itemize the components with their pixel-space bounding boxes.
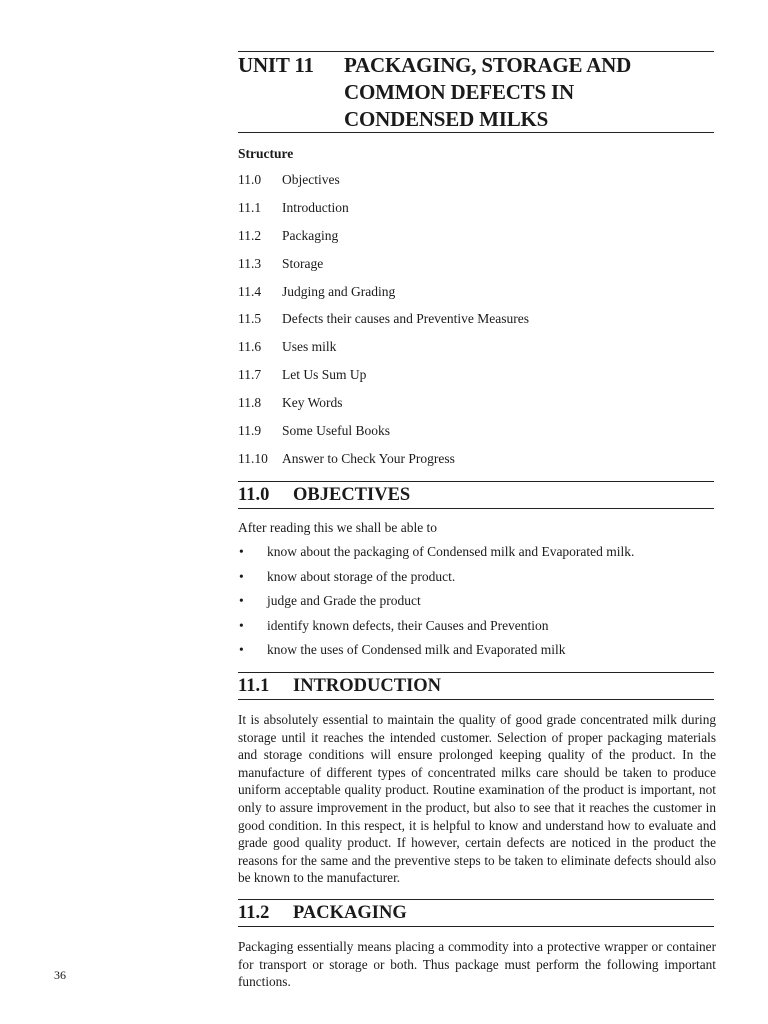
toc-text: Some Useful Books xyxy=(282,423,390,439)
unit-title-line: PACKAGING, STORAGE AND xyxy=(344,53,632,77)
toc-item xyxy=(238,228,714,256)
unit-title-lines xyxy=(344,52,714,133)
list-item xyxy=(238,593,714,618)
section-title: OBJECTIVES xyxy=(293,485,411,505)
section-number: 11.0 xyxy=(238,485,270,505)
section-bottom-rule xyxy=(238,508,714,509)
toc-number: 11.2 xyxy=(238,227,262,243)
toc-item xyxy=(238,311,714,339)
list-item-text: identify known defects, their Causes and Prevention xyxy=(267,617,549,633)
toc-text: Introduction xyxy=(282,199,349,215)
list-item xyxy=(238,569,714,594)
toc-text: Let Us Sum Up xyxy=(282,367,367,383)
bullet-icon: • xyxy=(239,617,244,633)
toc-text: Judging and Grading xyxy=(282,283,396,299)
list-item-text: know about storage of the product. xyxy=(267,568,456,584)
list-item xyxy=(238,544,714,569)
toc-number: 11.7 xyxy=(238,367,262,383)
section-bottom-rule xyxy=(238,699,714,700)
toc-item xyxy=(238,200,714,228)
toc-text: Packaging xyxy=(282,227,339,243)
toc-number: 11.9 xyxy=(238,423,262,439)
bullet-icon: • xyxy=(239,642,244,658)
objectives-intro: After reading this we shall be able to xyxy=(238,520,438,535)
toc-item xyxy=(238,423,714,451)
toc-text: Answer to Check Your Progress xyxy=(282,450,455,466)
toc-text: Key Words xyxy=(282,395,343,411)
unit-number: UNIT 11 xyxy=(238,53,314,77)
bullet-icon: • xyxy=(239,593,244,609)
introduction-paragraph: It is absolutely essential to maintain the quality of good grade concentrated milk during storage until it reaches the intended customer. Selection of proper packaging materials and storage conditions will ensure prolonged keeping quality of the product. In the manufacture of different types of concentrated milks care should be taken to produce uniform acceptable quality product. Routine examination of the product is important, not only to assure improvement in the product, but also to see that it reaches the customer in good condition. In this respect, it is helpful to know and understand how to evaluate and grade good quality product. If however, certain defects are noticed in the product the reasons for the same and the preventive steps to be taken to eliminate defects should also be known to the manufacturer. xyxy=(238,712,716,886)
toc-text: Defects their causes and Preventive Measures xyxy=(282,311,530,327)
toc-number: 11.3 xyxy=(238,255,262,271)
list-item-text: know the uses of Condensed milk and Evaporated milk xyxy=(267,642,566,658)
toc-number: 11.4 xyxy=(238,283,262,299)
toc-number: 11.0 xyxy=(238,172,262,187)
section-top-rule xyxy=(238,481,714,482)
toc-text: Storage xyxy=(282,255,324,271)
toc-item xyxy=(238,451,714,479)
list-item-text: know about the packaging of Condensed milk and Evaporated milk. xyxy=(267,544,635,559)
section-top-rule xyxy=(238,899,714,900)
section-top-rule xyxy=(238,672,714,673)
toc-number: 11.8 xyxy=(238,395,262,411)
toc-number: 11.6 xyxy=(238,339,262,355)
toc-item xyxy=(238,367,714,395)
structure-label: Structure xyxy=(238,146,294,161)
bullet-icon: • xyxy=(239,568,244,584)
toc-item xyxy=(238,339,714,367)
section-bottom-rule xyxy=(238,926,714,927)
toc-text: Uses milk xyxy=(282,339,337,355)
unit-title-line: COMMON DEFECTS IN xyxy=(344,80,574,104)
section-title: INTRODUCTION xyxy=(293,676,442,696)
objectives-list xyxy=(238,544,714,667)
table-of-contents xyxy=(238,172,714,479)
toc-item xyxy=(238,172,714,200)
toc-number: 11.10 xyxy=(238,450,268,466)
section-title: PACKAGING xyxy=(293,903,407,923)
toc-number: 11.1 xyxy=(238,199,262,215)
bullet-icon: • xyxy=(239,544,244,559)
section-number: 11.2 xyxy=(238,903,270,923)
toc-number: 11.5 xyxy=(238,311,262,327)
list-item xyxy=(238,642,714,667)
list-item xyxy=(238,618,714,643)
toc-text: Objectives xyxy=(282,172,340,187)
unit-title-line: CONDENSED MILKS xyxy=(344,107,549,131)
packaging-paragraph: Packaging essentially means placing a commodity into a protective wrapper or container for transport or storage or both. Thus package must perform the following important functions. xyxy=(238,939,716,990)
toc-item xyxy=(238,284,714,312)
section-number: 11.1 xyxy=(238,676,270,696)
toc-item xyxy=(238,256,714,284)
page-number: 36 xyxy=(54,968,66,982)
list-item-text: judge and Grade the product xyxy=(267,593,421,609)
toc-item xyxy=(238,395,714,423)
title-bottom-rule xyxy=(238,132,714,133)
